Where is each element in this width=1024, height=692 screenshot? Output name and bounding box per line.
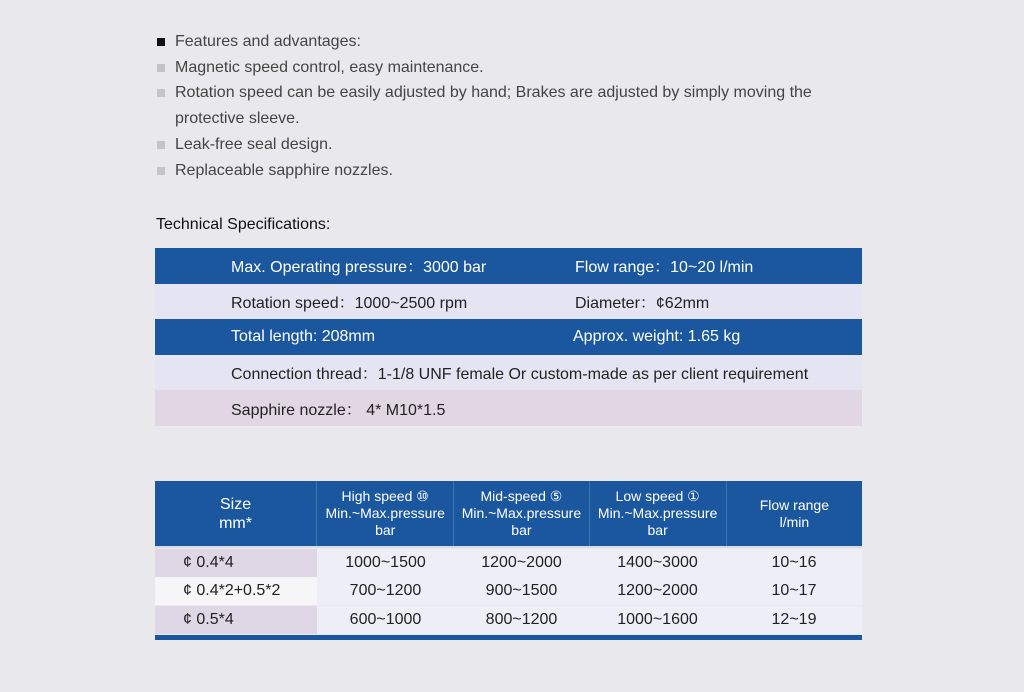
table-row <box>155 577 862 605</box>
table-row <box>155 606 862 634</box>
table-cell: ¢ 0.4*2+0.5*2 <box>155 577 317 605</box>
spec-row <box>155 284 862 320</box>
features-list <box>155 29 875 183</box>
header-low-speed: Low speed ① Min.~Max.pressure bar <box>590 481 727 546</box>
spec-table <box>155 248 862 426</box>
table-header-row <box>155 481 862 546</box>
table-bottom-border <box>155 635 862 640</box>
spec-cell: Sapphire nozzle： 4* M10*1.5 <box>231 401 446 419</box>
spec-title: Technical Specifications: <box>156 216 331 233</box>
header-flow-range: Flow range l/min <box>759 496 829 530</box>
spec-row <box>155 319 862 355</box>
spec-cell: Rotation speed：1000~2500 rpm <box>231 294 468 312</box>
table-cell: 10~16 <box>726 549 862 577</box>
spec-row <box>155 248 862 284</box>
features-header: Features and advantages: <box>155 29 875 55</box>
table-cell: ¢ 0.4*4 <box>155 549 317 577</box>
square-bullet-icon <box>157 64 165 72</box>
table-cell: 1400~3000 <box>589 549 726 577</box>
table-cell: 1200~2000 <box>589 577 726 605</box>
table-cell: 1000~1500 <box>317 549 454 577</box>
spec-cell: Diameter：¢62mm <box>575 294 710 312</box>
feature-item: Rotation speed can be easily adjusted by hand; Brakes are adjusted by simply moving the protective sleeve. <box>155 80 875 131</box>
spec-row <box>155 390 862 426</box>
spec-cell: Flow range：10~20 l/min <box>575 259 754 277</box>
size-pressure-table <box>155 481 862 640</box>
square-bullet-icon <box>157 89 165 97</box>
square-bullet-icon <box>157 38 165 46</box>
header-size: Size mm* <box>155 481 317 546</box>
header-high-speed: High speed ⑩ Min.~Max.pressure bar <box>317 481 454 546</box>
spec-cell: Total length: 208mm <box>231 327 376 345</box>
table-cell: 600~1000 <box>317 606 454 634</box>
table-cell: ¢ 0.5*4 <box>155 606 317 634</box>
feature-item: Leak-free seal design. <box>155 132 875 158</box>
table-row <box>155 549 862 577</box>
square-bullet-icon <box>157 141 165 149</box>
table-cell: 1200~2000 <box>454 549 589 577</box>
spec-row <box>155 355 862 391</box>
header-mid-speed: Mid-speed ⑤ Min.~Max.pressure bar <box>454 481 589 546</box>
table-cell: 700~1200 <box>317 577 454 605</box>
table-cell: 800~1200 <box>454 606 589 634</box>
table-cell: 10~17 <box>726 577 862 605</box>
spec-cell: Connection thread：1-1/8 UNF female Or custom-made as per client requirement <box>231 366 809 384</box>
feature-item: Magnetic speed control, easy maintenance. <box>155 55 875 81</box>
table-cell: 900~1500 <box>454 577 589 605</box>
table-cell: 1000~1600 <box>589 606 726 634</box>
spec-cell: Max. Operating pressure：3000 bar <box>231 259 487 277</box>
spec-cell: Approx. weight: 1.65 kg <box>573 327 741 345</box>
feature-item: Replaceable sapphire nozzles. <box>155 158 875 184</box>
table-cell: 12~19 <box>726 606 862 634</box>
square-bullet-icon <box>157 167 165 175</box>
